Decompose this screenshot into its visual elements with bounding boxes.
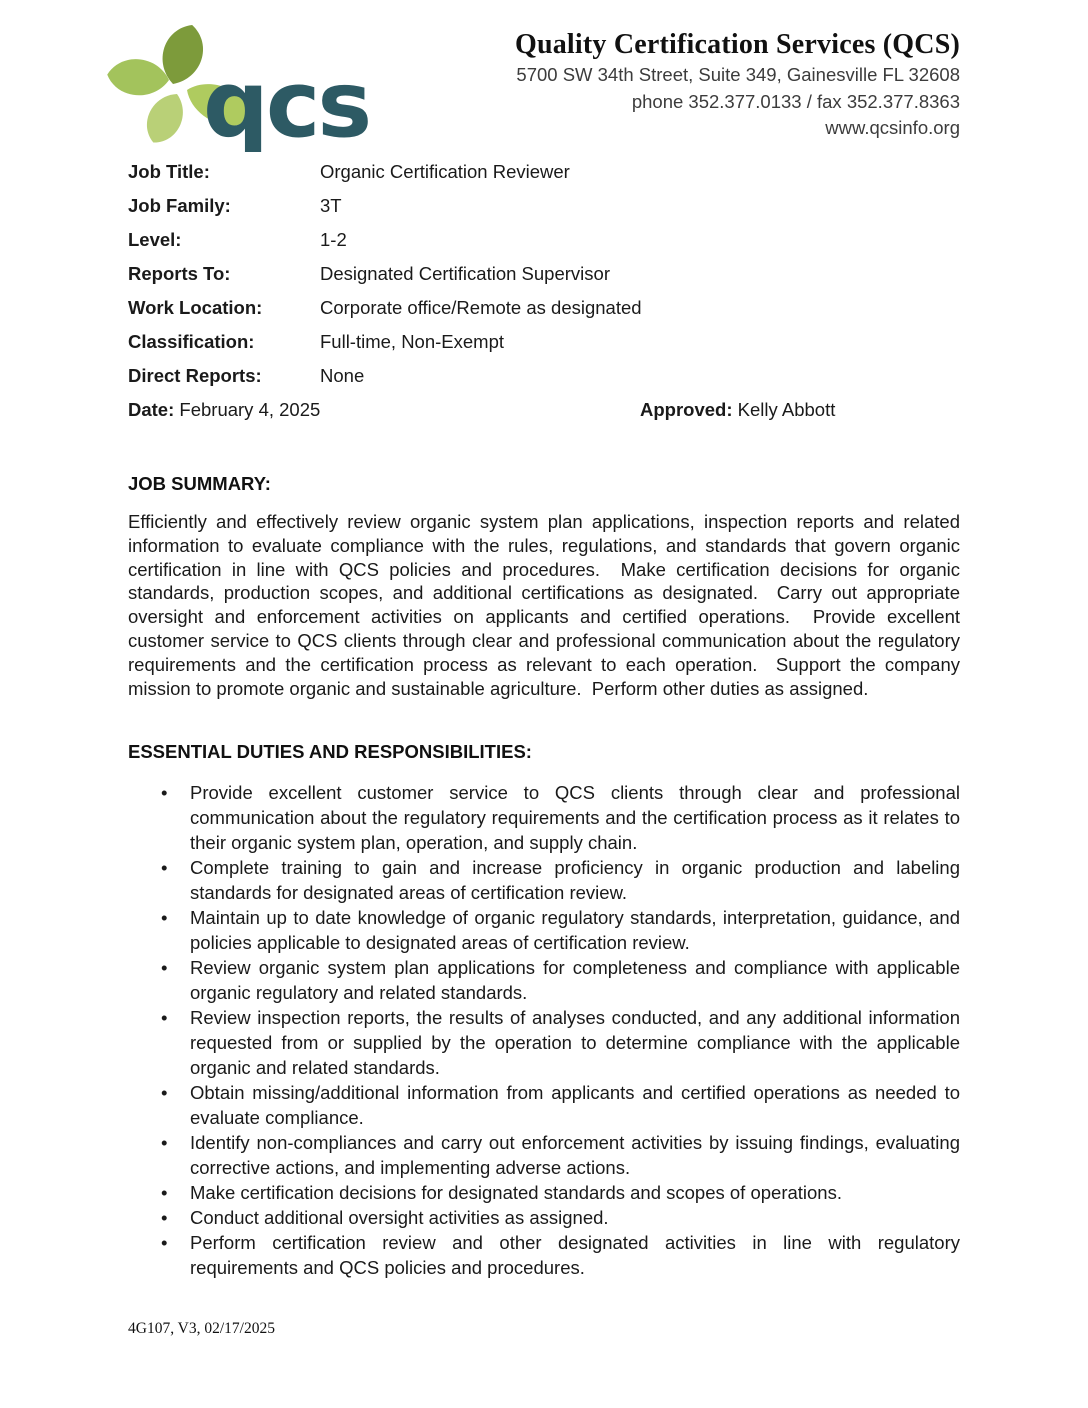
job-detail-value: None bbox=[320, 365, 365, 386]
organization-address: 5700 SW 34th Street, Suite 349, Gainesville FL 32608 bbox=[516, 64, 960, 85]
approved-label: Approved: bbox=[640, 399, 733, 420]
duty-item: • Perform certification review and other designated activities in line with regulatory requirements and QCS policies and procedures. bbox=[128, 1230, 960, 1280]
logo-wordmark: qcs bbox=[203, 51, 370, 152]
date-field bbox=[128, 399, 320, 420]
table-row bbox=[128, 262, 960, 286]
job-summary-heading: JOB SUMMARY: bbox=[128, 473, 271, 494]
table-row bbox=[128, 228, 960, 252]
table-row bbox=[128, 160, 960, 184]
duty-item: • Identify non-compliances and carry out enforcement activities by issuing findings, evaluating corrective actions, and implementing adverse actions. bbox=[128, 1130, 960, 1180]
job-detail-value: Corporate office/Remote as designated bbox=[320, 297, 642, 318]
duty-item: • Obtain missing/additional information from applicants and certified operations as needed to evaluate compliance. bbox=[128, 1080, 960, 1130]
job-detail-value: Full-time, Non-Exempt bbox=[320, 331, 505, 352]
approved-field bbox=[640, 398, 835, 422]
job-detail-label: Job Title: bbox=[128, 161, 210, 182]
duty-item: • Review inspection reports, the results of analyses conducted, and any additional information requested from or supplied by the operation to determine compliance with the applicable organic and related standards. bbox=[128, 1005, 960, 1080]
duty-item: • Complete training to gain and increase proficiency in organic production and labeling standards for designated areas of certification review. bbox=[128, 855, 960, 905]
job-detail-label: Work Location: bbox=[128, 297, 263, 318]
job-detail-value: Organic Certification Reviewer bbox=[320, 161, 570, 182]
job-summary-body: Efficiently and effectively review organic system plan applications, inspection reports and related information to evaluate compliance with the rules, regulations, and standards that govern organic certification in line with QCS policies and procedures. Make certification decisions for organic standards, production scopes, and additional certifications as designated. Carry out appropriate oversight and enforcement activities on applicants and certified operations. Provide excellent customer service to QCS clients through clear and professional communication about the regulatory requirements and the certification process as relevant to each operation. Support the company mission to promote organic and sustainable agriculture. Perform other duties as assigned. bbox=[128, 511, 966, 699]
approved-value: Kelly Abbott bbox=[732, 399, 836, 420]
qcs-logo bbox=[93, 20, 383, 152]
essential-duties-heading: ESSENTIAL DUTIES AND RESPONSIBILITIES: bbox=[128, 741, 532, 762]
document-reference: 4G107, V3, 02/17/2025 bbox=[128, 1320, 275, 1337]
date-value: February 4, 2025 bbox=[174, 399, 321, 420]
table-row bbox=[128, 364, 960, 388]
leaf-bottom-left bbox=[138, 87, 191, 150]
table-row bbox=[128, 330, 960, 354]
duty-item: • Review organic system plan applications for completeness and compliance with applicable organic regulatory and related standards. bbox=[128, 955, 960, 1005]
duty-item: • Make certification decisions for designated standards and scopes of operations. bbox=[128, 1180, 960, 1205]
job-detail-value: 3T bbox=[320, 195, 342, 216]
leaf-left bbox=[106, 57, 171, 98]
job-detail-label: Level: bbox=[128, 229, 182, 250]
organization-title: Quality Certification Services (QCS) bbox=[514, 29, 960, 60]
duty-item: • Conduct additional oversight activities as assigned. bbox=[128, 1205, 960, 1230]
table-row bbox=[128, 194, 960, 218]
essential-duties-section bbox=[128, 740, 960, 1280]
job-detail-label: Classification: bbox=[128, 331, 255, 352]
job-detail-label: Direct Reports: bbox=[128, 365, 262, 386]
job-summary-section bbox=[128, 472, 966, 700]
job-detail-label: Reports To: bbox=[128, 263, 231, 284]
date-approved-row bbox=[128, 398, 960, 422]
job-detail-value: Designated Certification Supervisor bbox=[320, 263, 610, 284]
date-label: Date: bbox=[128, 399, 175, 420]
duty-item: • Maintain up to date knowledge of organic regulatory standards, interpretation, guidance, and policies applicable to designated areas of certification review. bbox=[128, 905, 960, 955]
job-detail-label: Job Family: bbox=[128, 195, 231, 216]
qcs-logo-graphic bbox=[93, 20, 383, 152]
job-detail-value: 1-2 bbox=[320, 229, 347, 250]
table-row bbox=[128, 296, 960, 320]
duties-list bbox=[128, 780, 960, 1280]
organization-phone-fax: phone 352.377.0133 / fax 352.377.8363 bbox=[631, 90, 960, 112]
duty-item: • Provide excellent customer service to QCS clients through clear and professional communication about the regulatory requirements and the certification process as it relates to their organic system plan, operation, and supply chain. bbox=[128, 780, 960, 855]
job-details-table bbox=[128, 160, 960, 422]
organization-website: www.qcsinfo.org bbox=[825, 117, 960, 138]
letterhead bbox=[515, 28, 960, 142]
